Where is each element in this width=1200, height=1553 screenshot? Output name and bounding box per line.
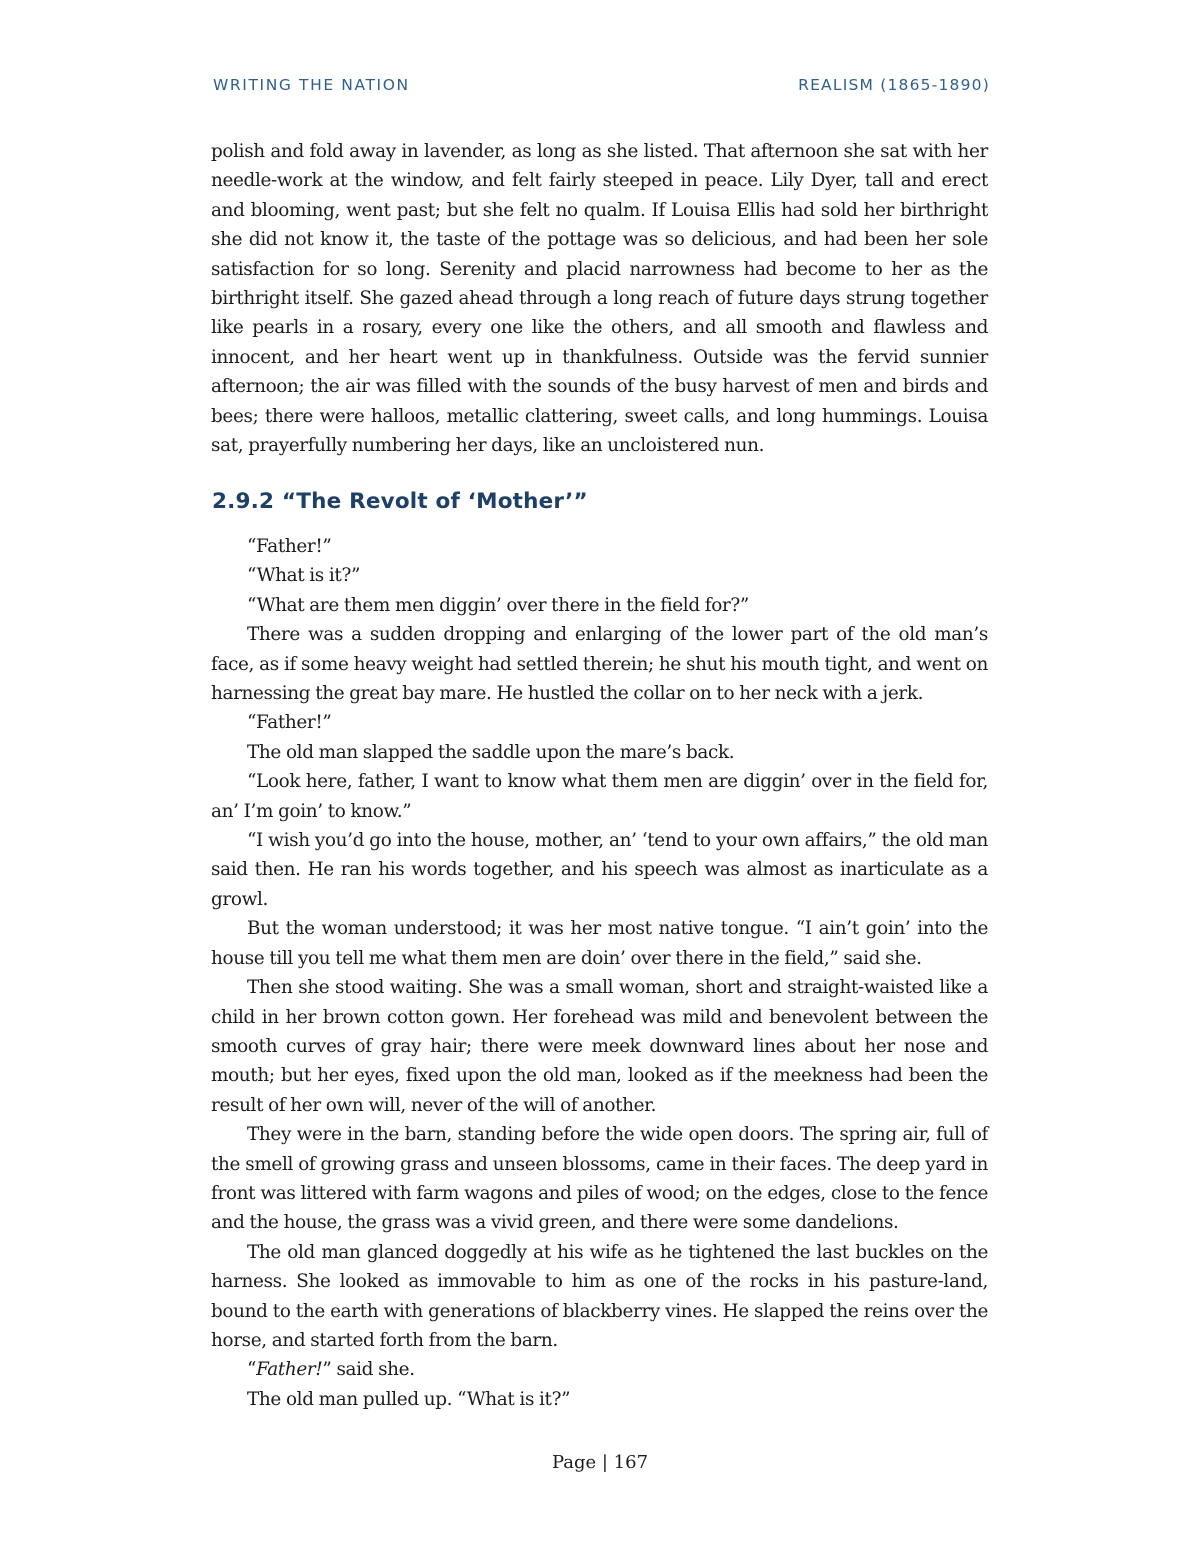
- running-header: [213, 76, 990, 98]
- story-paragraph: There was a sudden dropping and enlarging of the lower part of the old man’s face, as if some heavy weight had settled therein; he shut his mouth tight, and went on harnessing the great bay mare. He hustled the collar on to her neck with a jerk.: [211, 624, 988, 705]
- story-paragraph: The old man slapped the saddle upon the mare’s back.: [247, 741, 735, 763]
- opening-paragraph: polish and fold away in lavender, as long as she listed. That afternoon she sat with her needle-work at the window, and felt fairly steeped in peace. Lily Dyer, tall and erect and blooming, went past; but she felt no qualm. If Louisa Ellis had sold her birthright she did not know it, the taste of the pottage was so delicious, and had been her sole satisfaction for so long. Serenity and placid narrowness had become to her as the birthright itself. She gazed ahead through a long reach of future days strung together like pearls in a rosary, every one like the others, and all smooth and flawless and innocent, and her heart went up in thankfulness. Outside was the fervid sunnier afternoon; the air was filled with the sounds of the busy harvest of men and birds and bees; there were halloos, metallic clattering, sweet calls, and long hummings. Louisa sat, prayerfully numbering her days, like an uncloistered nun.: [211, 141, 988, 457]
- dialogue-line: “What is it?”: [247, 565, 361, 587]
- story-paragraph: The old man pulled up. “What is it?”: [247, 1388, 571, 1410]
- dialogue-line: “What are them men diggin’ over there in the field for?”: [247, 594, 749, 616]
- story-text-block: [211, 532, 988, 1414]
- story-paragraph: The old man glanced doggedly at his wife as he tightened the last buckles on the harness. She looked as immovable to him as one of the rocks in his pasture-land, bound to the earth with generations of blackberry vines. He slapped the reins over the horse, and started forth from the barn.: [211, 1241, 988, 1351]
- quote-rest: ” said she.: [322, 1359, 415, 1381]
- story-paragraph: Then she stood waiting. She was a small woman, short and straight-waisted like a child in her brown cotton gown. Her forehead was mild and benevolent between the smooth curves of gray hair; there were meek downward lines about her nose and mouth; but her eyes, fixed upon the old man, looked as if the meekness had been the result of her own will, never of the will of another.: [211, 977, 988, 1116]
- page-number: Page | 167: [551, 1452, 649, 1473]
- story-paragraph: “Look here, father, I want to know what them men are diggin’ over in the field for, an’ I’m goin’ to know.”: [211, 771, 988, 822]
- story-paragraph: But the woman understood; it was her most native tongue. “I ain’t goin’ into the house till you tell me what them men are doin’ over there in the field,” said she.: [211, 918, 988, 969]
- quote-open: “: [247, 1359, 257, 1381]
- dialogue-line: “Father!”: [247, 712, 332, 734]
- opening-text-block: [211, 137, 988, 460]
- book-title-header: WRITING THE NATION: [213, 76, 410, 94]
- story-paragraph: “I wish you’d go into the house, mother, an’ ‘tend to your own affairs,” the old man said then. He ran his words together, and his speech was almost as inarticulate as a growl.: [211, 830, 988, 910]
- dialogue-line: “Father!”: [247, 536, 332, 557]
- chapter-title-header: REALISM (1865-1890): [798, 76, 990, 94]
- italic-father: Father!: [256, 1359, 323, 1381]
- dialogue-line: [211, 1355, 988, 1384]
- story-paragraph: They were in the barn, standing before the wide open doors. The spring air, full of the smell of growing grass and unseen blossoms, came in their faces. The deep yard in front was littered with farm wagons and piles of wood; on the edges, close to the fence and the house, the grass was a vivid green, and there were some dandelions.: [211, 1124, 988, 1234]
- section-heading: 2.9.2 “The Revolt of ‘Mother’”: [212, 489, 588, 514]
